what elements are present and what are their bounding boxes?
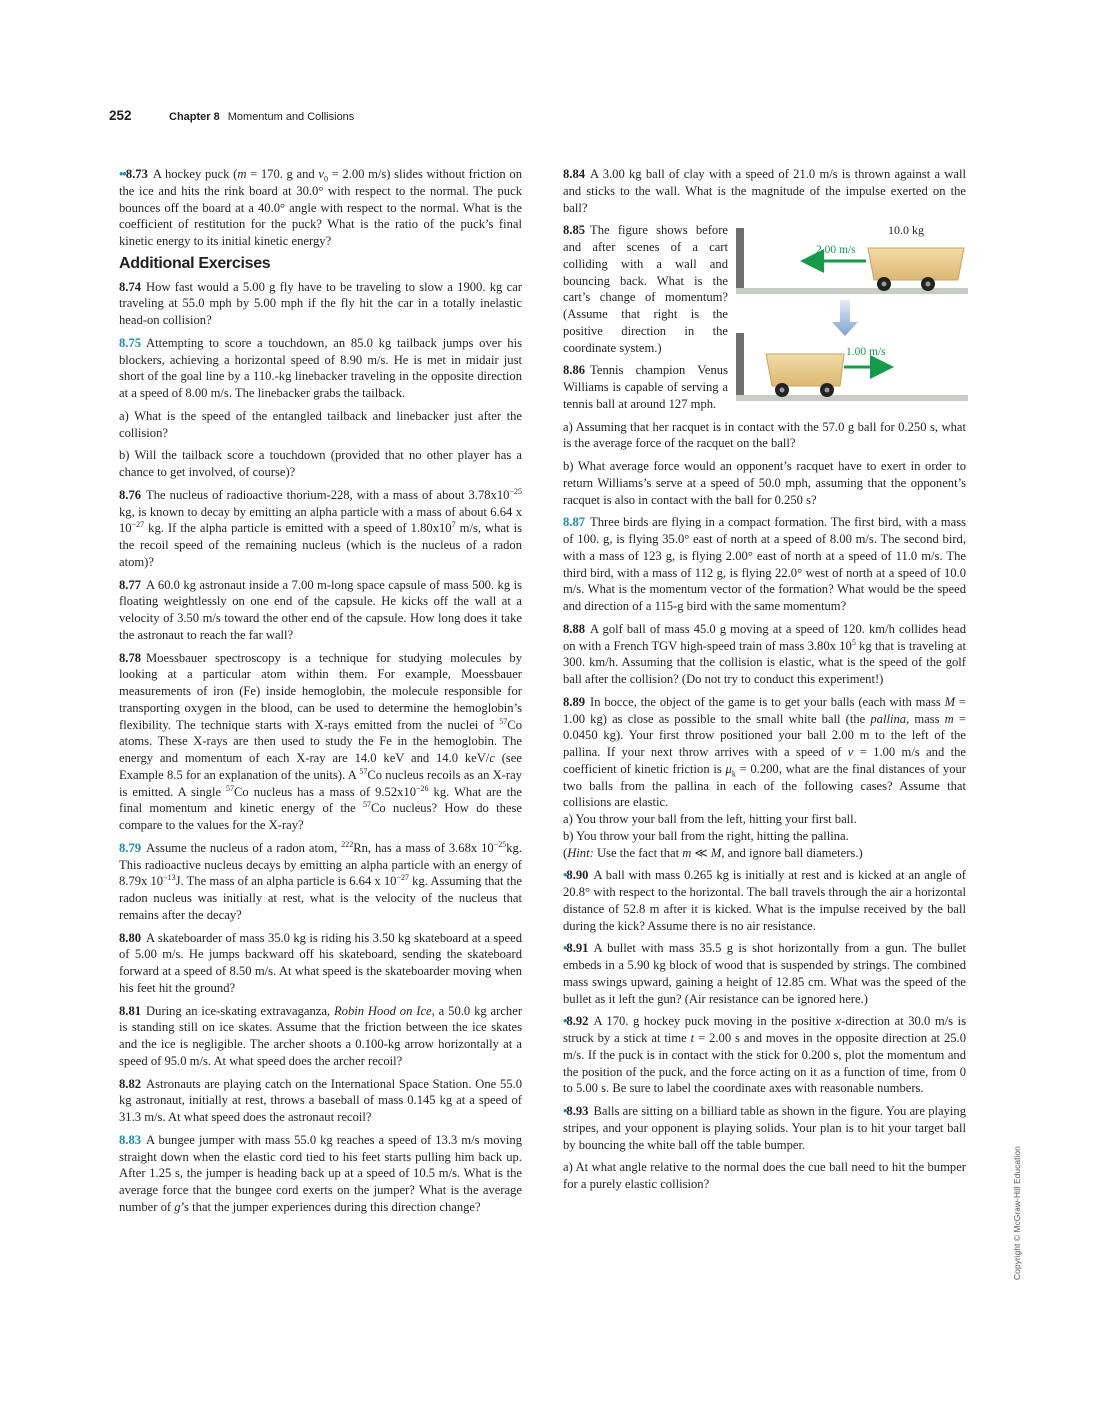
superscript: −25	[509, 486, 522, 496]
exercise-text: m/s, what is the recoil speed of the remaining nucleus (which is the nucleus of a radon atom)?	[119, 521, 522, 569]
mass-label: 10.0 kg	[888, 223, 924, 238]
exercise-paragraph	[563, 940, 966, 1007]
exercise-number: 8.78	[119, 650, 142, 665]
italic-term: M	[710, 845, 722, 860]
exercise-paragraph	[563, 514, 966, 615]
exercise-paragraph	[563, 867, 966, 934]
left-column	[119, 166, 522, 1222]
exercise-paragraph	[119, 930, 522, 997]
difficulty-dots: •	[563, 868, 567, 883]
exercise-number: 8.85	[563, 223, 586, 238]
exercise-text: = 0.200, what are the final distances of your two balls from the pallina in each of the following cases? Assume that collisions are elastic.	[563, 761, 966, 810]
exercise-text: Three birds are flying in a compact formation. The first bird, with a mass of 100. g, is flying 35.0° east of north at a speed of 8.00 m/s. The second bird, with a mass of 123 g, is flying 2.00° east of north at a speed of 11.0 m/s. The third bird, with a mass of 112 g, is flying 22.0° west of north at a speed of 10.0 m/s. What is the momentum vector of the formation? What would be the speed and direction of a 115-g bird with the same momentum?	[563, 515, 966, 613]
exercise-text: a) At what angle relative to the normal does the cue ball need to hit the bumper for a purely elastic collision?	[563, 1160, 966, 1191]
exercise-text: How fast would a 5.00 g fly have to be traveling to slow a 1900. kg car traveling at 55.0 mph by 5.00 mph if the fly hit the car in a totally inelastic head-on collision?	[119, 279, 522, 327]
exercise-number: 8.77	[119, 577, 142, 592]
superscript: −26	[416, 783, 429, 793]
exercise-text: J. The mass of an alpha particle is 6.64 x 10	[175, 874, 397, 889]
exercise-8-73	[119, 166, 522, 250]
exercise-8-90	[563, 867, 966, 934]
chapter-label: Chapter 8	[169, 111, 220, 123]
exercise-text: = 2.00 m/s) slides without friction on the ice and hits the rink board at 30.0° with respect to the normal. The puck bounces off the board at a 40.0° angle with respect to the normal. What is the coefficient of restitution for the puck? What is the ratio of the puck’s final kinetic energy to its initial kinetic energy?	[119, 167, 522, 248]
superscript: 57	[363, 800, 372, 810]
exercise-text: Co atoms. These X-rays are then used to study the Fe in the hemoglobin. The energy and momentum of each X-ray are 14.0 keV and 14.0 keV/	[119, 717, 522, 765]
superscript: −27	[396, 873, 409, 883]
subscript: 0	[323, 174, 328, 184]
difficulty-dots: •	[563, 941, 567, 956]
exercise-number: 8.75	[119, 335, 142, 350]
exercise-text: kg. Assuming that the radon nucleus was initially at rest, what is the velocity of the nucleus that remains after the decay?	[119, 874, 523, 922]
exercise-number: 8.87	[563, 515, 586, 530]
exercise-paragraph	[563, 1013, 966, 1097]
exercise-text: (see Example 8.5 for an explanation of the units). A	[119, 751, 522, 782]
superscript: 7	[451, 520, 456, 530]
italic-term: v	[847, 745, 854, 759]
italic-term: Robin Hood on Ice	[333, 1003, 432, 1018]
subscript: k	[731, 769, 736, 779]
exercise-text: Astronauts are playing catch on the International Space Station. One 55.0 kg astronaut, initially at rest, throws a baseball of mass 0.145 kg at a speed of 31.3 m/s. At what speed does the astronaut recoil?	[119, 1076, 522, 1124]
exercise-text: a) Assuming that her racquet is in contact with the 57.0 g ball for 0.250 s, what is the average force of the racquet on the ball?	[563, 419, 966, 451]
exercise-text: During an ice-skating extravaganza,	[146, 1003, 334, 1018]
superscript: −25	[493, 839, 507, 849]
exercise-8-85	[563, 222, 966, 359]
exercise-text: Co nucleus recoils as an X-ray is emitted. A single	[119, 767, 522, 799]
superscript: 57	[359, 766, 368, 776]
exercise-text: Tennis champion Venus Williams is capable of serving a tennis ball at around 127 mph.	[563, 363, 728, 411]
exercise-text: A 170. g hockey puck moving in the positive	[593, 1014, 836, 1029]
italic-term: pallina	[870, 711, 907, 726]
exercise-text: kg. This radioactive nucleus decays by emitting an alpha particle with an energy of 8.79x 10	[119, 840, 522, 889]
chapter-title: Momentum and Collisions	[227, 111, 355, 123]
exercise-paragraph	[119, 1132, 522, 1216]
italic-term: c	[489, 751, 495, 765]
exercise-text: -direction at 30.0 m/s is struck by a stick at time	[563, 1014, 966, 1045]
italic-term: m	[682, 845, 692, 860]
exercise-paragraph	[563, 166, 966, 216]
italic-term: μ	[725, 761, 732, 776]
exercise-text: = 1.00 m/s and the coefficient of kinetic friction is	[563, 745, 966, 776]
exercise-text: Balls are sitting on a billiard table as shown in the figure. You are playing stripes, and your opponent is playing solids. Your plan is to hit your target ball by bouncing the white ball off the table bumper.	[563, 1104, 966, 1152]
exercise-8-75	[119, 335, 522, 481]
exercise-paragraph	[563, 222, 966, 359]
exercise-text: ≪	[691, 845, 711, 860]
exercise-text: Co nucleus? How do these compare to the values for the X-ray?	[119, 801, 522, 832]
exercise-paragraph	[119, 840, 522, 924]
exercise-8-81	[119, 1003, 522, 1070]
exercise-text: A hockey puck (	[152, 167, 238, 181]
after-velocity-label: 1.00 m/s	[846, 346, 886, 359]
exercise-number: 8.83	[119, 1132, 142, 1147]
exercise-text: Attempting to score a touchdown, an 85.0 kg tailback jumps over his blockers, achieving a horizontal speed of 8.90 m/s. He is met in midair just short of the goal line by a 110.-kg linebacker traveling in the opposite direction at a speed of 8.00 m/s. The linebacker grabs the tailback.	[119, 335, 522, 400]
difficulty-dots: ••	[119, 167, 126, 181]
exercise-8-77	[119, 577, 522, 644]
exercise-8-76	[119, 487, 522, 571]
cart-collision-figure	[736, 218, 972, 404]
superscript: 57	[226, 783, 235, 793]
exercise-number: 8.82	[119, 1076, 142, 1091]
exercise-8-79	[119, 840, 522, 924]
superscript: 222	[341, 839, 354, 849]
exercise-text: A ball with mass 0.265 kg is initially at rest and is kicked at an angle of 20.8° with respect to the horizontal. The ball travels through the air a horizontal distance of 52.8 m after it is kicked. What is the impulse received by the ball during the kick? Assume there is no air resistance.	[563, 868, 966, 933]
exercise-text: kg, is known to decay by emitting an alpha particle with a mass of about 6.64 x 10	[119, 504, 522, 536]
exercise-text: In bocce, the object of the game is to get your balls (each with mass	[590, 694, 945, 709]
exercise-text: Assume the nucleus of a radon atom,	[146, 840, 342, 855]
exercise-paragraph	[563, 694, 966, 862]
superscript: 57	[499, 716, 508, 726]
exercise-number: 8.90	[566, 868, 589, 883]
exercise-paragraph	[119, 577, 522, 644]
difficulty-dots: •	[563, 1104, 567, 1118]
exercise-paragraph	[119, 335, 522, 402]
exercise-paragraph	[119, 279, 522, 329]
superscript: −13	[163, 873, 176, 883]
exercise-text: a) What is the speed of the entangled tailback and linebacker just after the collision?	[119, 408, 522, 440]
exercise-8-84	[563, 166, 966, 216]
exercise-8-88	[563, 621, 966, 688]
italic-term: v	[318, 167, 324, 181]
exercise-text: (	[563, 845, 568, 860]
exercise-number: 8.80	[119, 930, 142, 945]
exercise-number: 8.81	[119, 1003, 142, 1018]
exercise-text: , and ignore ball diameters.)	[721, 845, 863, 860]
exercise-number: 8.79	[119, 840, 142, 855]
superscript: 5	[851, 637, 856, 647]
exercise-text: = 1.00 kg) as close as possible to the small white ball (the	[563, 694, 966, 726]
exercise-number: 8.73	[125, 167, 148, 181]
exercise-text: kg. If the alpha particle is emitted with a speed of 1.80x10	[144, 521, 452, 536]
exercise-text: A bungee jumper with mass 55.0 kg reaches a speed of 13.3 m/s moving straight down when the elastic cord tied to his feet starts pulling him back up. After 1.25 s, the jumper is heading back up at a speed of 10.5 m/s. What is the average force that the bungee cord exerts on the jumper? What is the average number of	[119, 1132, 522, 1214]
exercise-paragraph	[119, 166, 522, 250]
before-scene	[736, 228, 968, 294]
exercise-paragraph	[563, 458, 966, 508]
exercise-text: A 3.00 kg ball of clay with a speed of 21.0 m/s is thrown against a wall and sticks to the wall. What is the magnitude of the impulse exerted on the ball?	[563, 167, 966, 215]
exercise-8-78	[119, 650, 522, 834]
italic-term: m	[944, 711, 954, 726]
exercise-text: The figure shows before and after scenes of a cart colliding with a wall and bouncing back. What is the cart’s change of momentum? (Assume that right is the positive direction in the coordinate system.)	[563, 223, 728, 355]
exercise-paragraph	[563, 419, 966, 453]
exercise-text: b) What average force would an opponent’s racquet have to exert in order to return Williams’s serve at a speed of 50.0 mph, assuming that the opponent’s racquet is also in contact with the ball for 0.250 s?	[563, 459, 966, 507]
exercise-8-93	[563, 1103, 966, 1193]
italic-term: M	[944, 694, 956, 709]
exercise-text: ’s that the jumper experiences during this direction change?	[180, 1199, 481, 1214]
exercise-paragraph	[563, 621, 966, 688]
exercise-number: 8.92	[566, 1014, 589, 1029]
exercise-8-92	[563, 1013, 966, 1097]
exercise-8-91	[563, 940, 966, 1007]
exercise-text: b) Will the tailback score a touchdown (provided that no other player has a chance to get involved, of course)?	[119, 448, 522, 479]
page-number: 252	[109, 108, 132, 123]
exercise-number: 8.84	[563, 167, 586, 181]
exercise-8-80	[119, 930, 522, 997]
exercise-text: = 170. g and	[246, 167, 319, 181]
exercise-number: 8.91	[566, 941, 589, 956]
exercise-text: , a 50.0 kg archer is standing still on ice skates. Assume that the friction between the ice skates and the ice is negligible. The archer shoots a 0.100-kg arrow horizontally at a speed of 95.0 m/s. At what speed does the archer recoil?	[119, 1003, 523, 1068]
exercise-8-89	[563, 694, 966, 862]
italic-term: x	[835, 1014, 842, 1029]
exercise-8-82	[119, 1076, 522, 1126]
exercise-8-87	[563, 514, 966, 615]
difficulty-dots: •	[563, 1014, 567, 1029]
italic-term: t	[690, 1031, 695, 1045]
down-arrow-icon	[832, 300, 858, 336]
exercise-paragraph	[119, 487, 522, 571]
exercise-paragraph	[119, 1076, 522, 1126]
italic-term: Hint:	[567, 845, 594, 860]
exercise-text: A skateboarder of mass 35.0 kg is riding his 3.50 kg skateboard at a speed of 5.00 m/s. He jumps backward off his skateboard, sending the skateboard forward at a speed of 8.50 m/s. At what speed is the skateboarder moving when his feet hit the ground?	[119, 930, 522, 995]
exercise-text: = 0.0450 kg). Your first throw positioned your ball 2.00 m to the left of the pallina. If your next throw arrives with a speed of	[563, 711, 966, 759]
exercise-number: 8.93	[566, 1104, 589, 1118]
exercise-paragraph	[119, 447, 522, 481]
exercise-8-74	[119, 279, 522, 329]
exercise-text: kg. What are the final momentum and kinetic energy of the	[119, 784, 522, 816]
exercise-text: A golf ball of mass 45.0 g moving at a speed of 120. km/h collides head on with a French TGV high-speed train of mass 3.80x 10	[563, 621, 966, 653]
exercise-paragraph	[563, 1159, 966, 1193]
page-header	[109, 108, 354, 123]
exercise-text: A 60.0 kg astronaut inside a 7.00 m-long space capsule of mass 500. kg is floating weightlessly on one end of the capsule. He kicks off the wall at a velocity of 3.50 m/s toward the other end of the capsule. How long does it take the astronaut to reach the far wall?	[119, 577, 522, 642]
section-heading: Additional Exercises	[119, 254, 271, 272]
right-column	[563, 166, 966, 1199]
exercise-text: = 2.00 s and moves in the opposite direction at 25.0 m/s. If the puck is in contact with the stick for 0.200 s, plot the momentum and the position of the puck, and the force acting on it as a function of time, from 0 to 5.00 s. Be sure to label the coordinate axes with reasonable numbers.	[563, 1031, 966, 1096]
exercise-number: 8.74	[119, 279, 142, 294]
exercise-number: 8.88	[563, 621, 586, 636]
italic-term: m	[237, 167, 247, 181]
exercise-text: b) You throw your ball from the right, hitting the pallina.	[563, 828, 849, 843]
exercise-text: Use the fact that	[593, 845, 683, 860]
exercise-text: Co nucleus has a mass of 9.52x10	[234, 784, 417, 799]
exercise-text: a) You throw your ball from the left, hitting your first ball.	[563, 812, 857, 826]
superscript: −27	[131, 520, 145, 530]
exercise-paragraph	[119, 1003, 522, 1070]
italic-term: g	[174, 1199, 181, 1214]
exercise-text: kg that is traveling at 300. km/h. Assuming that the collision is elastic, what is the speed of the golf ball after the collision? (Do not try to conduct this experiment!)	[563, 638, 966, 686]
exercise-text: A bullet with mass 35.5 g is shot horizontally from a gun. The bullet embeds in a 5.90 kg block of wood that is suspended by strings. The combined mass swings upward, gaining a height of 12.85 cm. What was the speed of the bullet as it left the gun? (Air resistance can be ignored here.)	[563, 941, 966, 1006]
copyright-notice: Copyright © McGraw-Hill Education	[1012, 1146, 1022, 1280]
exercise-number: 8.86	[563, 363, 586, 378]
exercise-text: The nucleus of radioactive thorium-228, with a mass of about 3.78x10	[146, 487, 510, 502]
exercise-text: , mass	[906, 711, 945, 726]
exercise-8-83	[119, 1132, 522, 1216]
before-velocity-label: 2.00 m/s	[816, 244, 856, 257]
exercise-paragraph	[119, 650, 522, 834]
exercise-text: Moessbauer spectroscopy is a technique for studying molecules by looking at a particular atom within them. For example, Moessbauer measurements of iron (Fe) inside hemoglobin, the molecule responsible for transporting oxygen in the blood, can be used to determine the hemoglobin’s flexibility. The technique starts with X-rays emitted from the nuclei of	[119, 650, 522, 732]
exercise-text: Rn, has a mass of 3.68x 10	[353, 840, 494, 855]
exercise-paragraph	[119, 408, 522, 442]
exercise-number: 8.76	[119, 487, 142, 502]
exercise-number: 8.89	[563, 694, 586, 709]
exercise-paragraph	[563, 1103, 966, 1153]
